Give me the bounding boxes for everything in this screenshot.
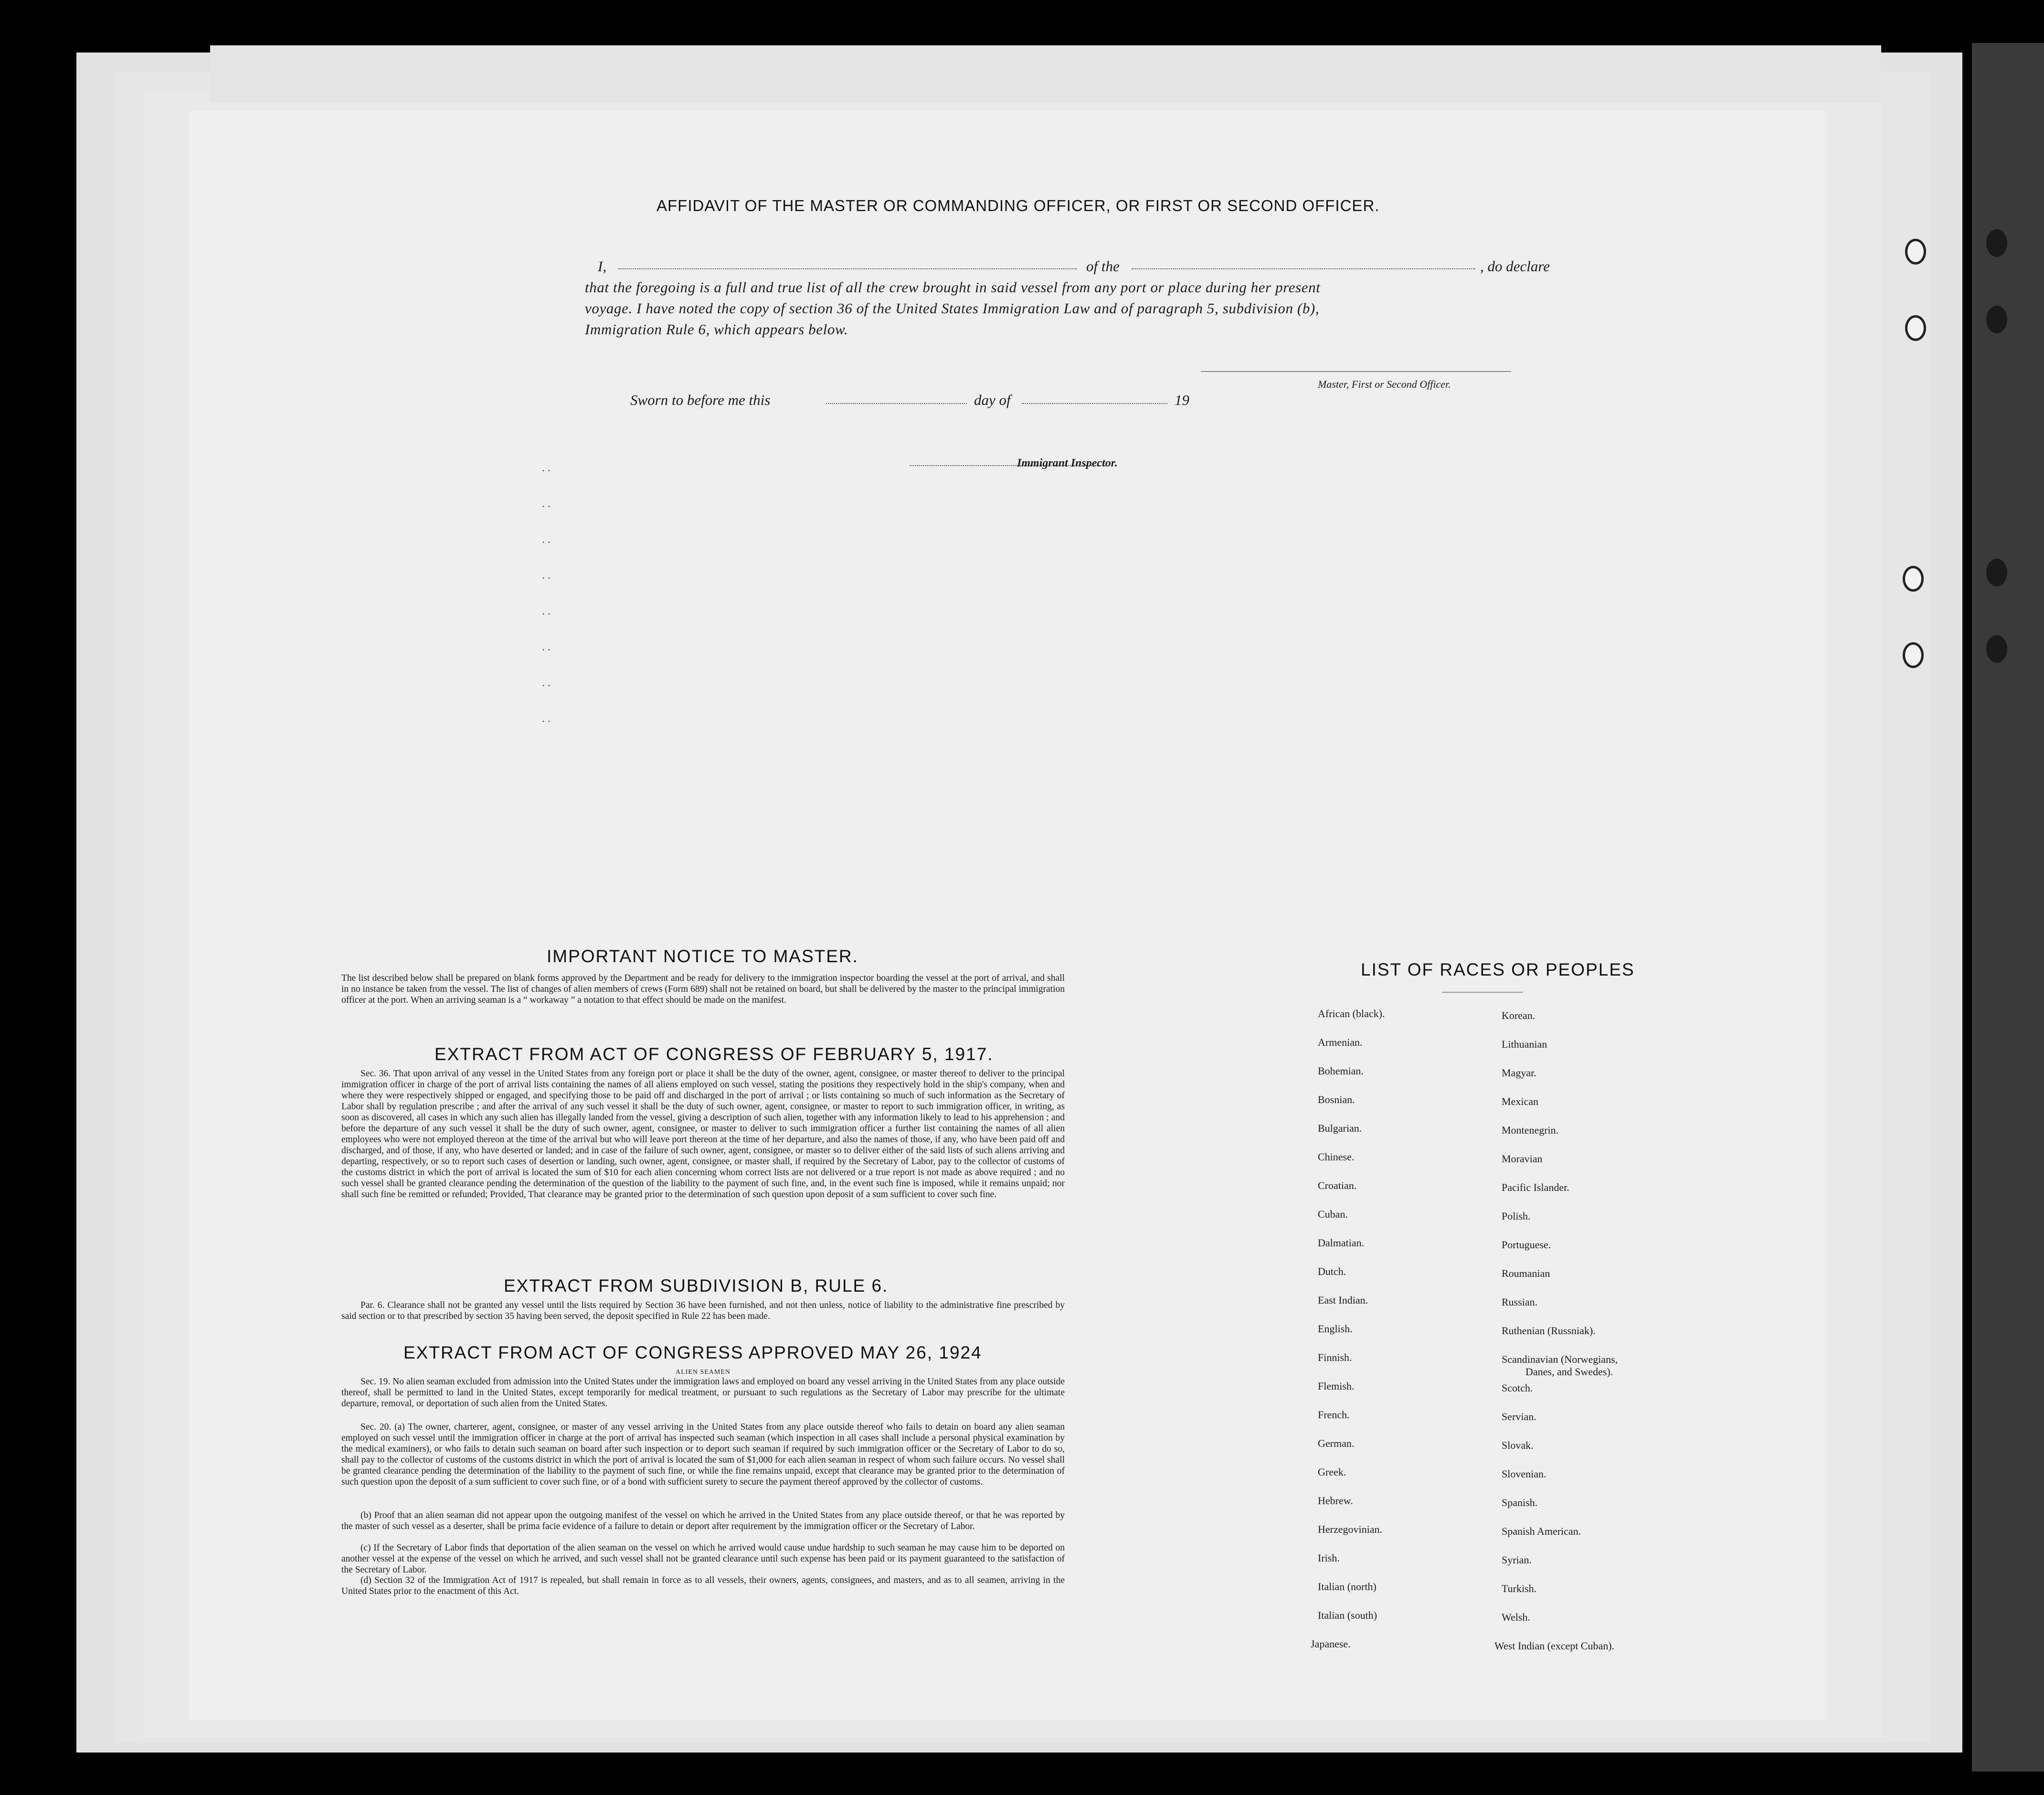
race-item: Chinese. — [1318, 1151, 1355, 1163]
signature-caption: Master, First or Second Officer. — [1318, 378, 1451, 390]
vessel-blank-line[interactable] — [1132, 268, 1475, 269]
race-item: Japanese. — [1311, 1638, 1351, 1650]
race-item: Syrian. — [1502, 1554, 1532, 1566]
sec20d-text: (d) Section 32 of the Immigration Act of 1917 is repealed, but shall remain in force as to all vessels, their owners, agents, consignees, and masters, and as to all seamen, arriving in the United States prior to the enactment of this Act. — [341, 1575, 1065, 1596]
binder-hole — [1986, 559, 2007, 586]
race-item: Spanish American. — [1502, 1525, 1581, 1537]
race-item: Italian (north) — [1318, 1581, 1377, 1593]
binder-hole — [1986, 229, 2007, 257]
race-item: English. — [1318, 1323, 1353, 1335]
race-item: Scotch. — [1502, 1382, 1533, 1394]
sec20c-text: (c) If the Secretary of Labor finds that deportation of the alien seaman on the vessel on which he arrived would cause undue hardship to such seaman he may cause him to be deported on another vessel at the expense of the vessel on which he arrived, and such vessel shall not be granted clearance until such expense has been paid or its payment guaranteed to the satisfaction of the Secretary of Labor. — [341, 1543, 1065, 1575]
margin-dot: . . — [542, 677, 551, 689]
margin-dot: . . — [542, 462, 551, 474]
race-item: Croatian. — [1318, 1179, 1357, 1191]
affidavit-body-line-3: voyage. I have noted the copy of section 36 of the United States Immigration Law and of paragraph 5, subdivision (b), — [585, 300, 1320, 317]
document-page — [189, 111, 1826, 1720]
race-item: Flemish. — [1318, 1380, 1355, 1392]
rule6-title: EXTRACT FROM SUBDIVISION B, RULE 6. — [504, 1276, 889, 1296]
sworn-day-line[interactable] — [826, 403, 967, 404]
race-item: Scandinavian (Norwegians, — [1502, 1353, 1618, 1365]
race-item: Bosnian. — [1318, 1094, 1355, 1105]
race-item: Spanish. — [1502, 1497, 1538, 1508]
margin-dot: . . — [542, 498, 551, 510]
race-item: Slovenian. — [1502, 1468, 1546, 1480]
race-item: Moravian — [1502, 1153, 1543, 1165]
affidavit-i: I, — [598, 258, 607, 275]
race-item: Welsh. — [1502, 1611, 1530, 1623]
notice-title: IMPORTANT NOTICE TO MASTER. — [547, 946, 858, 966]
sec20a-text: Sec. 20. (a) The owner, charterer, agent, consignee, or master of any vessel arriving in the United States from any place outside thereof who fails to detain on board any alien seaman employed on such vessel until the immigration officer in charge at the port of arrival has inspected such seaman (which inspection in all cases shall include a personal physical examination by the medical examiners), or who fails to detain such seaman on board after such inspection or to deport such seaman if required by such immigration officer or the Secretary of Labor to do so, shall pay to the collector of customs of the customs district in which the port of arrival is located the sum of $1,000 for each alien seaman in respect of whom such failure occurs. No vessel shall be granted clearance pending the determination of the liability to the payment of such fine, or while the fine remains unpaid, except that clearance may be granted prior to the determination of such question upon the deposit of a sum sufficient to cover such fine, or of a bond with sufficient surety to secure the payment thereof approved by the collector of customs. — [341, 1422, 1065, 1487]
extract-1917-title: EXTRACT FROM ACT OF CONGRESS OF FEBRUARY 5, 1917. — [434, 1044, 994, 1064]
race-item: Servian. — [1502, 1411, 1536, 1423]
name-blank-line[interactable] — [618, 268, 1077, 269]
year-text: 19 — [1175, 392, 1189, 408]
race-item: Magyar. — [1502, 1067, 1536, 1079]
affidavit-of-the: of the — [1086, 258, 1120, 275]
sec19-text: Sec. 19. No alien seaman excluded from admission into the United States under the immigration laws and employed on board any vessel arriving in the United States from any place outside thereof, shall be permitted to land in the United States, except temporarily for medical treatment, or pursuant to such regulations as the Secretary of Labor may prescribe for the ultimate departure, removal, or deportation of such alien from the United States. — [341, 1377, 1065, 1409]
race-item: Russian. — [1502, 1296, 1538, 1308]
binder-ring — [1905, 315, 1926, 341]
race-item: German. — [1318, 1437, 1355, 1449]
race-item: Finnish. — [1318, 1351, 1352, 1363]
race-item: French. — [1318, 1409, 1350, 1421]
binder-strip — [1972, 43, 2044, 1772]
race-item: Polish. — [1502, 1210, 1531, 1222]
race-item: Bulgarian. — [1318, 1122, 1362, 1134]
race-item: Greek. — [1318, 1466, 1346, 1478]
race-item: West Indian (except Cuban). — [1494, 1640, 1615, 1652]
extract-1924-subtitle: ALIEN SEAMEN — [675, 1369, 731, 1376]
day-of-text: day of — [974, 392, 1011, 408]
race-item: Bohemian. — [1318, 1065, 1364, 1077]
race-item: Danes, and Swedes). — [1525, 1366, 1613, 1378]
margin-dot: . . — [542, 569, 551, 582]
race-item: Pacific Islander. — [1502, 1181, 1569, 1193]
rule6-body: Par. 6. Clearance shall not be granted any vessel until the lists required by Section 36 have been furnished, and not then unless, notice of liability to the administrative fine prescribed by said section or to that prescribed by section 35 having been served, the deposit specified in Rule 22 has been made. — [341, 1300, 1065, 1321]
affidavit-declare: , do declare — [1480, 258, 1550, 275]
race-item: Armenian. — [1318, 1036, 1363, 1048]
margin-dot: . . — [542, 712, 551, 725]
sworn-text: Sworn to before me this — [630, 392, 771, 408]
back-sheet-4 — [210, 45, 1881, 103]
extract-1924-title: EXTRACT FROM ACT OF CONGRESS APPROVED MAY 26, 1924 — [403, 1343, 982, 1362]
race-item: Turkish. — [1502, 1583, 1537, 1594]
race-item: Ruthenian (Russniak). — [1502, 1325, 1596, 1337]
binder-ring — [1903, 642, 1924, 668]
margin-dot: . . — [542, 533, 551, 546]
race-item: Korean. — [1502, 1009, 1536, 1021]
binder-hole — [1986, 635, 2007, 663]
race-item: East Indian. — [1318, 1294, 1368, 1306]
margin-dot: . . — [542, 641, 551, 653]
race-item: Montenegrin. — [1502, 1124, 1559, 1136]
race-item: African (black). — [1318, 1008, 1385, 1020]
margin-dot: . . — [542, 605, 551, 617]
binder-ring — [1905, 239, 1926, 265]
extract-1917-body: Sec. 36. That upon arrival of any vessel in the United States from any foreign port or place it shall be the duty of the owner, agent, consignee, or master thereof to deliver to the principal immigration officer in charge of the port of arrival lists containing the names of all aliens employed on such vessel, stating the positions they respectively hold in the ship's company, when and where they were respectively shipped or engaged, and specifying those to be paid off and discharged in the port of arrival ; or lists containing so much of such information as the Secretary of Labor shall by regulation prescribe ; and after the arrival of any such vessel it shall be the duty of such owner, agent, consignee, or master to report to such immigration officer, in writing, as soon as discovered, all cases in which any such alien has illegally landed from the vessel, giving a description of such alien, together with any information likely to lead to his apprehension ; and before the departure of any such vessel it shall be the duty of such owner, agent, consignee, or master to deliver to such immigration officer a further list containing the names of all alien employees who were not employed thereon at the time of the arrival but who will leave port thereon at the time of her departure, and also the names of those, if any, who have been paid off and discharged, and of those, if any, who have deserted or landed; and in case of the failure of such owner, agent, consignee, or master so to deliver either of the said lists of such aliens arriving and departing, respectively, or so to report such cases of desertion or landing, such owner, agent, consignee, or master shall, if required by the Secretary of Labor, pay to the collector of customs of the customs district in which the port of arrival is located the sum of $10 for each alien concerning whom correct lists are not delivered or a true report is not made as above required ; and no such vessel shall be granted clearance pending the determination of the question of the liability to the payment of such fine, and, in the event such fine is imposed, while it remains unpaid; nor shall such fine be remitted or refunded; Provided, That clearance may be granted prior to the determination of such question upon deposit of a sum sufficient to cover such fine. — [341, 1069, 1065, 1200]
affidavit-body-line-2: that the foregoing is a full and true list of all the crew brought in said vessel from any port or place during her present — [585, 279, 1321, 296]
race-item: Portuguese. — [1502, 1239, 1551, 1251]
race-item: Cuban. — [1318, 1208, 1348, 1220]
races-divider — [1442, 992, 1523, 993]
race-item: Irish. — [1318, 1552, 1340, 1564]
race-item: Italian (south) — [1318, 1609, 1377, 1621]
sec20b-text: (b) Proof that an alien seaman did not appear upon the outgoing manifest of the vessel on which he arrived in the United States from any place outside thereof, or that he was reported by the master of such vessel as a deserter, shall be prima facie evidence of a failure to detain or deport after requirement by the immigration officer or the Secretary of Labor. — [341, 1510, 1065, 1531]
inspector-caption: Immigrant Inspector. — [1017, 457, 1118, 469]
race-item: Dutch. — [1318, 1265, 1346, 1277]
race-item: Mexican — [1502, 1095, 1538, 1107]
affidavit-title: AFFIDAVIT OF THE MASTER OR COMMANDING OFFICER, OR FIRST OR SECOND OFFICER. — [657, 197, 1380, 214]
affidavit-body-line-4: Immigration Rule 6, which appears below. — [585, 321, 848, 338]
races-title: LIST OF RACES OR PEOPLES — [1361, 960, 1635, 979]
race-item: Lithuanian — [1502, 1038, 1547, 1050]
race-item: Hebrew. — [1318, 1495, 1353, 1507]
binder-ring — [1903, 566, 1924, 592]
race-item: Dalmatian. — [1318, 1237, 1365, 1249]
race-item: Herzegovinian. — [1318, 1523, 1382, 1535]
race-item: Slovak. — [1502, 1439, 1534, 1451]
binder-hole — [1986, 306, 2007, 333]
sworn-month-line[interactable] — [1022, 403, 1167, 404]
notice-body: The list described below shall be prepared on blank forms approved by the Department and be ready for delivery to the immigration inspector boarding the vessel at the port of arrival, and shall in no instance be taken from the vessel. The list of changes of alien members of crews (Form 689) shall not be retained on board, but shall be delivered by the master to the principal immigration officer at the port. When an arriving seaman is a “ workaway ” a notation to that effect should be made on the manifest. — [341, 973, 1065, 1005]
race-item: Roumanian — [1502, 1267, 1550, 1279]
signature-line[interactable] — [1201, 371, 1511, 372]
